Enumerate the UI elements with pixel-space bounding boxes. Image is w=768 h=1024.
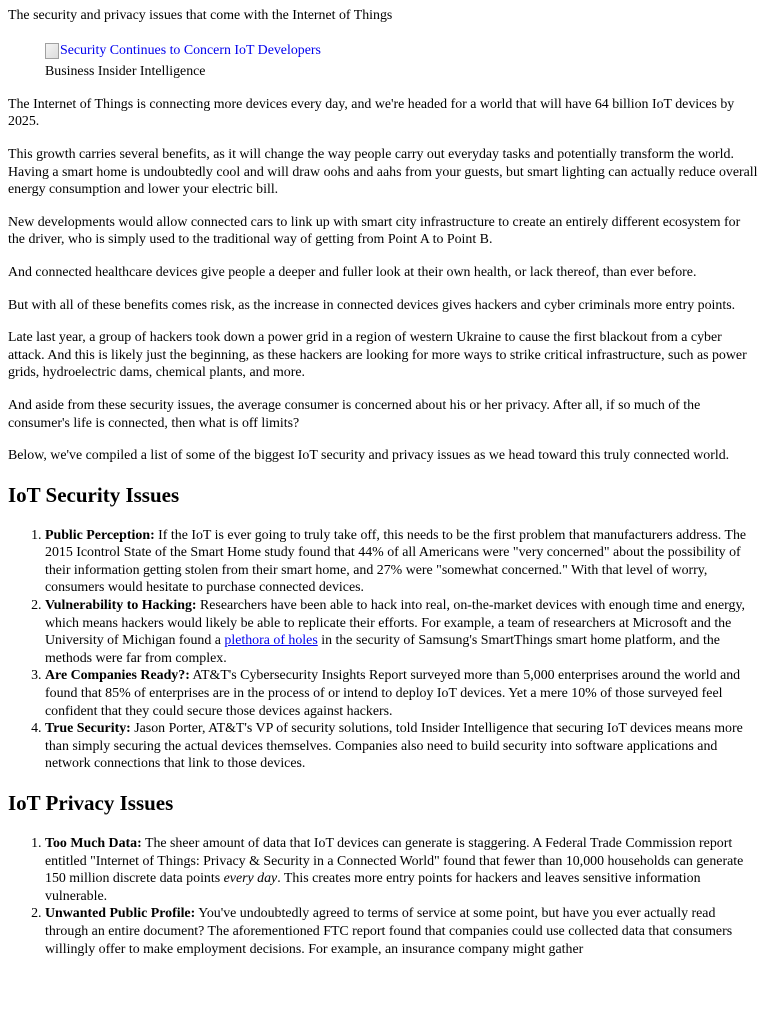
article-image[interactable]: [45, 42, 321, 60]
item-label: Public Perception:: [45, 527, 155, 543]
item-label: Too Much Data:: [45, 836, 142, 851]
list-item: [45, 527, 760, 597]
intro-paragraph: Below, we've compiled a list of some of the biggest IoT security and privacy issues as we head toward this truly connected world.: [8, 448, 730, 464]
intro-paragraph: Late last year, a group of hackers took down a power grid in a region of western Ukraine to cause the first blackout from a cyber attack. And this is likely just the beginning, as these hackers are looking for more ways to strike critical infrastructure, such as power grids, hydroelectric dams, chemical plants, and more.: [8, 330, 747, 381]
item-emphasis: every day: [223, 871, 278, 887]
broken-image-icon: [45, 43, 59, 59]
plethora-of-holes-link[interactable]: plethora of holes: [224, 633, 318, 649]
intro-paragraph: But with all of these benefits comes risk, as the increase in connected devices gives hackers and cyber criminals more entry points.: [8, 297, 736, 313]
privacy-issues-list: [8, 835, 760, 958]
list-item: [45, 905, 760, 958]
page-title: The security and privacy issues that come with the Internet of Things: [8, 8, 393, 23]
intro-paragraph: This growth carries several benefits, as it will change the way people carry out everyday tasks and potentially transform the world. Having a smart home is undoubtedly cool and will draw oohs and aahs from your guests, but smart lighting can actually reduce overall energy consumption and lower your electric bill.: [8, 146, 758, 198]
item-text: If the IoT is ever going to truly take off, this needs to be the first problem that manufacturers address. The 2015 Icontrol State of the Smart Home study found that 44% of all Americans were "very concerned" about the possibility of their information getting stolen from their smart home, and 27% were "somewhat concerned." With that level of worry, consumers would hesitate to purchase connected devices.: [45, 527, 747, 596]
intro-paragraph: And connected healthcare devices give people a deeper and fuller look at their own health, or lack thereof, than ever before.: [8, 264, 697, 280]
item-text: You've undoubtedly agreed to terms of service at some point, but have you ever actually read through an entire document? The aforementioned FTC report found that companies could use collected data that consumers willingly offer to make employment decisions. For example, an insurance company might gather: [45, 906, 733, 957]
item-label: Unwanted Public Profile:: [45, 906, 196, 922]
item-text: The sheer amount of data that IoT devices can generate is staggering. A Federal Trade Commission report entitled "Internet of Things: Privacy & Security in a Connected World" found that fewer than 10,000 households can generate 150 million discrete data points: [45, 836, 744, 887]
item-text: in the security of Samsung's SmartThings smart home platform, and the methods were far from complex.: [45, 633, 720, 666]
item-text: Researchers have been able to hack into real, on-the-market devices with enough time and energy, which means hackers would likely be able to replicate their efforts. For example, a team of researchers at Microsoft and the University of Michigan found a: [45, 598, 745, 649]
list-item: [45, 835, 760, 905]
intro-paragraph: The Internet of Things is connecting more devices every day, and we're headed for a world that will have 64 billion IoT devices by 2025.: [8, 96, 735, 130]
article-figure: [45, 42, 760, 81]
item-label: Are Companies Ready?:: [45, 668, 190, 684]
intro-paragraph: New developments would allow connected cars to link up with smart city infrastructure to create an entirely different ecosystem for the driver, who is simply used to the traditional way of getting from Point A to Point B.: [8, 214, 741, 248]
security-section-heading: IoT Security Issues: [8, 482, 180, 507]
item-text: . This creates more entry points for hackers and leaves sensitive information vulnerable.: [45, 871, 701, 904]
intro-paragraph: And aside from these security issues, the average consumer is concerned about his or her privacy. After all, if so much of the consumer's life is connected, then what is off limits?: [8, 397, 701, 431]
image-caption: Business Insider Intelligence: [45, 64, 206, 80]
list-item: [45, 720, 760, 773]
list-item: [45, 597, 760, 667]
item-label: Vulnerability to Hacking:: [45, 598, 197, 614]
item-label: True Security:: [45, 721, 131, 737]
image-alt-text[interactable]: Security Continues to Concern IoT Developers: [60, 42, 321, 58]
item-text: AT&T's Cybersecurity Insights Report surveyed more than 5,000 enterprises around the world and found that 85% of enterprises are in the process of or intend to deploy IoT devices. Yet a mere 10% of those surveyed feel confident that they could secure those devices against hackers.: [45, 668, 741, 719]
privacy-section-heading: IoT Privacy Issues: [8, 791, 174, 815]
security-issues-list: [8, 527, 760, 773]
list-item: [45, 667, 760, 720]
item-text: Jason Porter, AT&T's VP of security solutions, told Insider Intelligence that securing IoT devices means more than simply securing the actual devices themselves. Companies also need to build security into software applications and network connections that link to those devices.: [45, 721, 743, 772]
